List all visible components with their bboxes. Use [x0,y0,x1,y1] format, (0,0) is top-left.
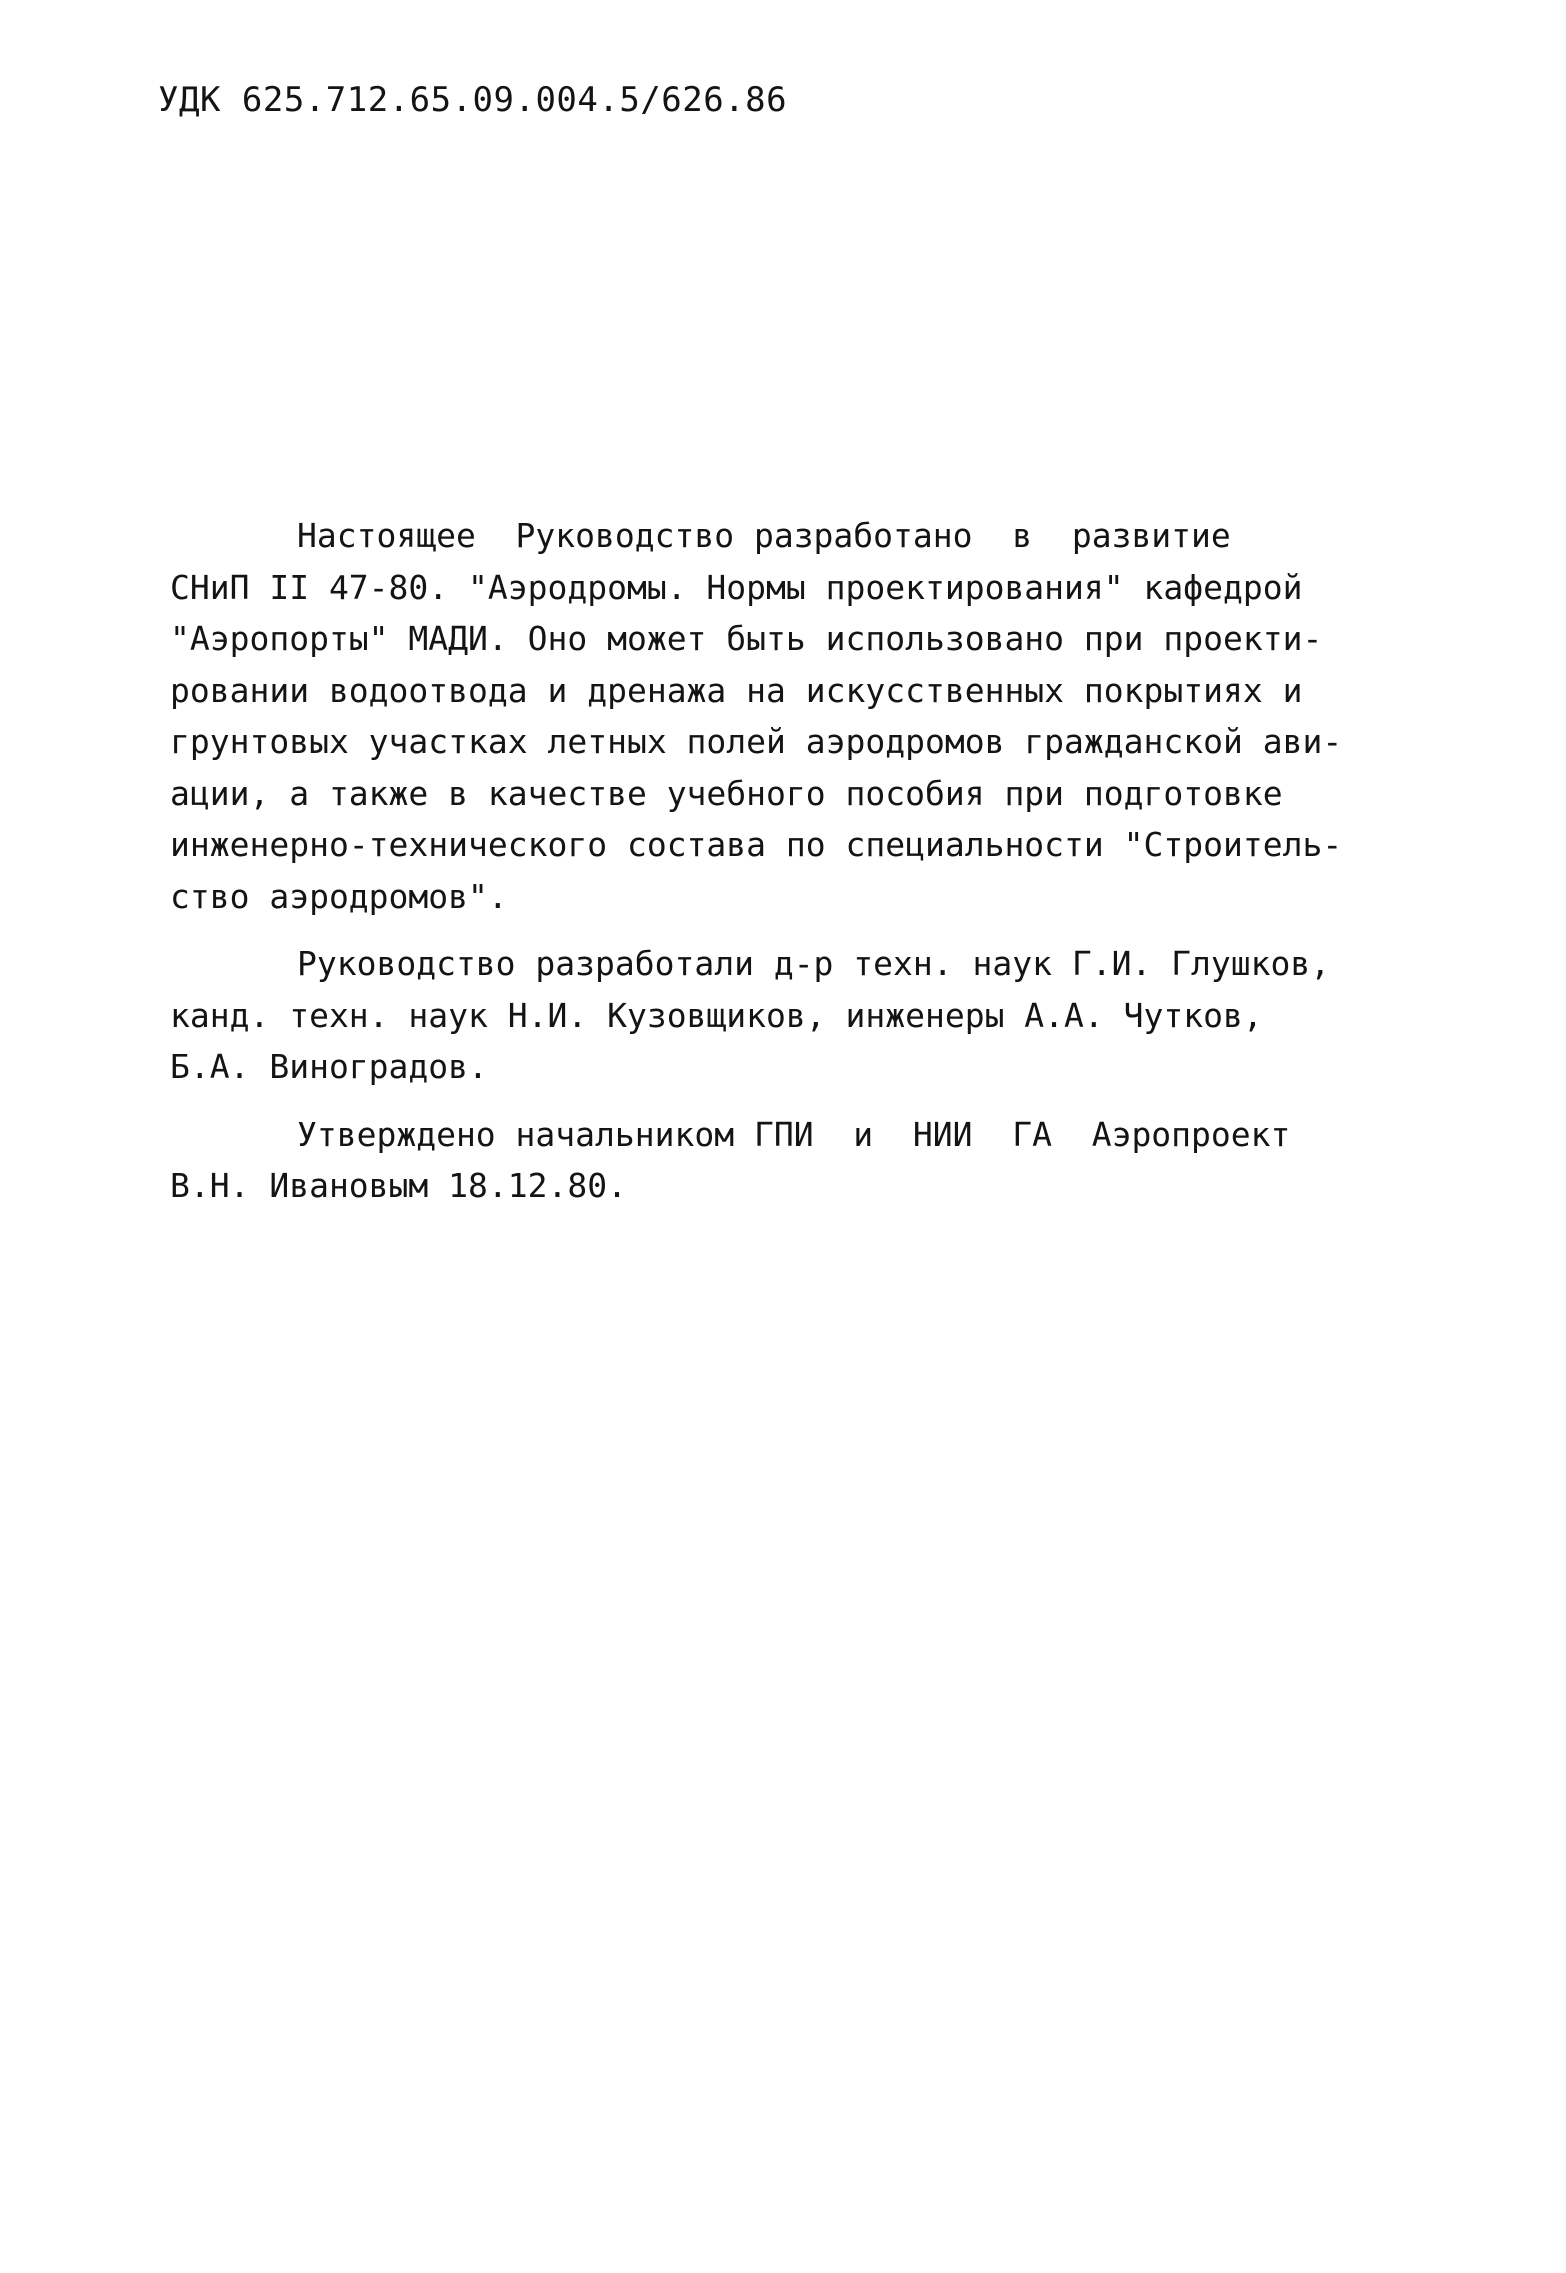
text-line: СНиП II 47-80. "Аэродромы. Нормы проектирования" кафедрой [170,567,1303,607]
text-line: Б.А. Виноградов. [170,1047,488,1086]
text-line: ровании водоотвода и дренажа на искусственных покрытиях и [170,670,1303,710]
text-line: инженерно-технического состава по специальности "Строитель- [170,825,1343,864]
udk-code: УДК 625.712.65.09.004.5/626.86 [158,80,788,120]
paragraph-gap [170,1093,1410,1109]
text-line: Руководство разработали д-р техн. наук Г.И. Глушков, [297,944,1331,983]
paragraph-authors [170,938,1410,1093]
text-line: В.Н. Ивановым 18.12.80. [170,1166,627,1205]
text-line: Настоящее Руководство разработано в развитие [297,516,1231,555]
text-line: грунтовых участках летных полей аэродромов гражданской ави- [170,722,1343,761]
text-line: Утверждено начальником ГПИ и НИИ ГА Аэропроект [297,1114,1291,1154]
document-body [170,510,1410,1212]
text-line: канд. техн. наук Н.И. Кузовщиков, инженеры А.А. Чутков, [170,995,1263,1035]
text-line: ство аэродромов". [170,876,508,916]
paragraph-approval [170,1109,1410,1212]
paragraph-description [170,510,1410,922]
text-line: "Аэропорты" МАДИ. Оно может быть использовано при проекти- [170,619,1323,658]
paragraph-gap [170,922,1410,938]
text-line: ации, а также в качестве учебного пособия при подготовке [170,773,1283,813]
